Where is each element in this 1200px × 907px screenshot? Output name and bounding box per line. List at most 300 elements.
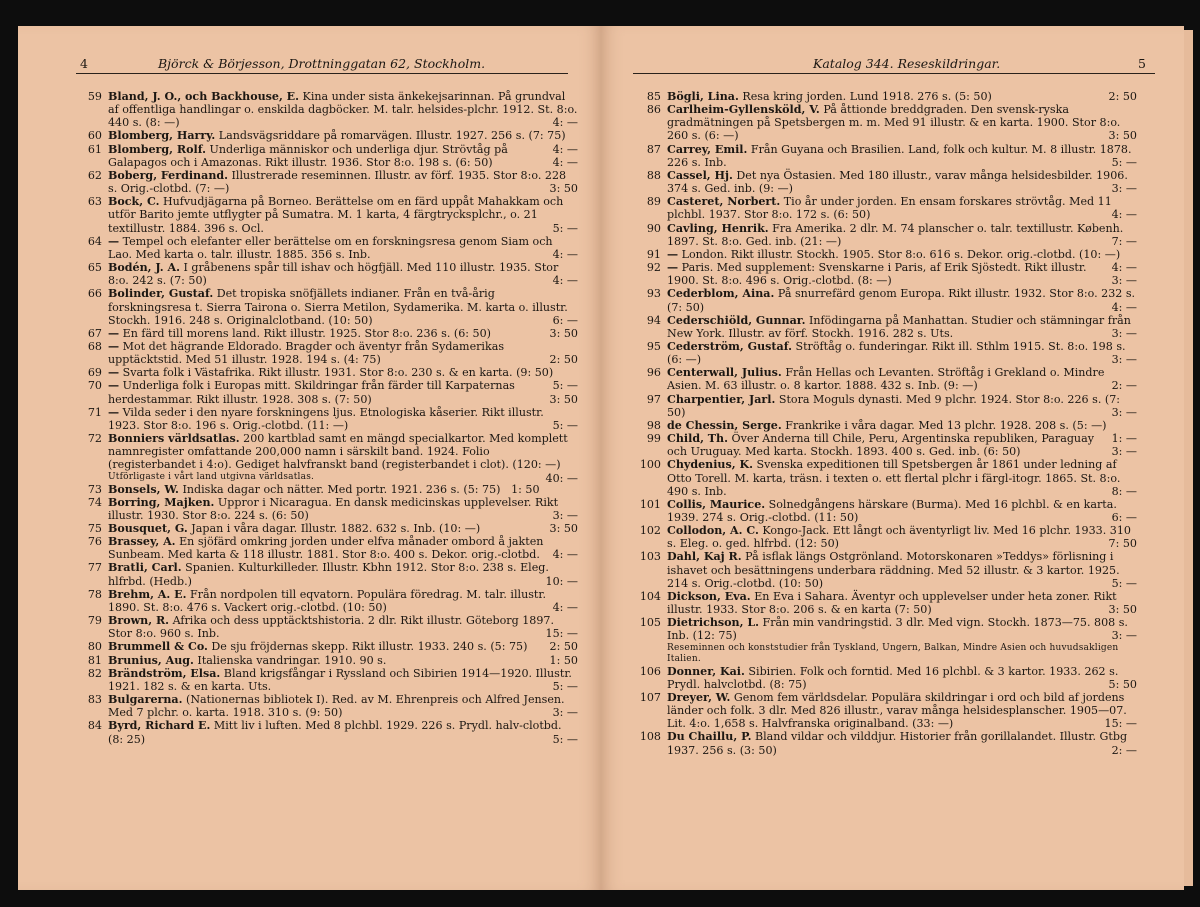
entry-price: 3: — [1111, 353, 1137, 367]
entry-text [667, 366, 1137, 392]
entry-price: 15: — [545, 627, 578, 641]
entry-number: 108 [639, 730, 661, 744]
entry-number: 69 [87, 366, 102, 380]
entry-price: 4: — [1111, 208, 1137, 222]
entry-price: 10: — [545, 574, 578, 588]
entry-author: Bonniers världsatlas. [108, 432, 240, 446]
entry-number: 104 [639, 589, 661, 603]
catalog-entry [637, 340, 1137, 366]
entry-number: 75 [87, 522, 102, 535]
entry-text [108, 561, 578, 587]
entry-author: Brunius, Aug. [108, 653, 194, 667]
entry-price: 3: — [1111, 405, 1137, 419]
entry-number: 67 [87, 326, 102, 340]
entry-text [108, 195, 578, 234]
entry-text [667, 730, 1137, 756]
entry-author: Brehm, A. E. [108, 587, 187, 601]
catalog-entry [78, 561, 578, 587]
entry-text [108, 496, 578, 522]
catalog-entry [78, 522, 578, 535]
entry-description: London. Rikt illustr. Stockh. 1905. Stor 8:o. 616 s. Dekor. orig.-clotbd. (10: —) [678, 247, 1121, 261]
entry-description: En Eva i Sahara. Äventyr och upplevelser under heta zoner. Rikt illustr. 1933. Stor 8:o. 206 s. & en karta (7: 50) [667, 589, 1117, 617]
entry-number: 95 [646, 339, 661, 353]
entry-author: Dreyer, W. [667, 690, 731, 704]
entry-description: Bland krigsfångar i Ryssland och Sibirien 1914—1920. Illustr. 1921. 182 s. & en karta. Uts. [108, 666, 572, 693]
entry-text [667, 314, 1137, 340]
entry-text [108, 406, 578, 432]
entry-text [108, 483, 578, 496]
entry-description: Det tropiska snöfjällets indianer. Från en två-årig forskningsresa t. Sierra Tairona o. Sierra Metilon, Sydamerika. M. karta o. illustr. Stockh. 1916. 248 s. Originalclotband. (10: 50) [108, 287, 568, 327]
entry-price: 3: 50 [549, 326, 578, 340]
entry-number: 61 [87, 142, 102, 156]
entry-author: — [108, 366, 120, 380]
entry-author: Collodon, A. C. [667, 524, 759, 538]
entry-price: 3: — [1111, 629, 1137, 643]
entry-description: Fra Amerika. 2 dlr. M. 74 planscher o. talr. textillustr. Københ. 1897. St. 8:o. Ged. inb. (21: —) [667, 221, 1124, 248]
entry-author: Borring, Majken. [108, 495, 215, 509]
entry-description: Spanien. Kulturkilleder. Illustr. Kbhn 1912. Stor 8:o. 238 s. Eleg. hlfrbd. (Hedb.) [108, 561, 549, 588]
entry-price: 40: — [545, 471, 578, 485]
entry-number: 84 [87, 719, 102, 733]
entry-number: 92 [646, 261, 661, 275]
entry-author: Bland, J. O., och Backhouse, E. [108, 90, 300, 103]
entry-price: 1: 50 [511, 482, 540, 496]
entry-price: 2: — [1111, 743, 1137, 757]
catalog-entry [637, 103, 1137, 142]
entry-description: Infödingarna på Manhattan. Studier och stämningar från New York. Illustr. av förf. Stockh. 1916. 282 s. Uts. [667, 313, 1131, 340]
entry-description: Japan i våra dagar. Illustr. 1882. 632 s. Inb. (10: —) [187, 522, 481, 535]
entry-number: 89 [646, 195, 661, 209]
catalog-entry [78, 90, 578, 129]
catalog-entry [637, 458, 1137, 497]
entry-number: 86 [646, 103, 661, 117]
entry-description: Resa kring jorden. Lund 1918. 276 s. (5: 50) [738, 90, 992, 103]
entry-author: Bodén, J. A. [108, 261, 180, 275]
entry-author: Bratli, Carl. [108, 561, 182, 575]
entry-author: Carrey, Emil. [667, 142, 748, 156]
entry-number: 87 [646, 142, 661, 156]
entry-author: Bulgarerna. [108, 693, 183, 707]
entry-description: På snurrefärd genom Europa. Rikt illustr. 1932. Stor 8:o. 232 s. (7: 50) [667, 287, 1136, 314]
entry-author: Charpentier, Jarl. [667, 392, 776, 406]
entry-text [108, 143, 578, 169]
entry-author: Cederschiöld, Gunnar. [667, 313, 806, 327]
entry-number: 91 [646, 247, 661, 261]
catalog-entry [637, 261, 1137, 287]
entry-note: Reseminnen och konststudier från Tyskland, Ungern, Balkan, Mindre Asien och huvudsakligen Italien. [667, 642, 1119, 664]
catalog-entry [78, 287, 578, 326]
entry-number: 73 [87, 482, 102, 496]
entry-author: Carlheim-Gyllensköld, V. [667, 103, 820, 117]
entry-author: — [667, 247, 679, 261]
entry-price: 5: — [552, 221, 578, 235]
catalog-entry [78, 379, 578, 405]
entry-text [667, 287, 1137, 313]
entry-price: 2: 50 [549, 353, 578, 367]
entry-text [108, 614, 578, 640]
entry-text [667, 458, 1137, 497]
right-header-rule [633, 73, 1155, 74]
catalog-entry [637, 432, 1137, 458]
entry-text [667, 90, 1137, 103]
entry-price: 5: — [552, 679, 578, 693]
entry-author: Brändström, Elsa. [108, 666, 221, 680]
entry-number: 101 [639, 497, 661, 511]
entry-author: Byrd, Richard E. [108, 719, 211, 733]
entry-description: Det nya Östasien. Med 180 illustr., varav många helsidesbilder. 1906. 374 s. Ged. inb. (9: —) [667, 168, 1128, 196]
catalog-entry [78, 340, 578, 366]
entry-author: — [108, 405, 120, 419]
catalog-entry [637, 222, 1137, 248]
entry-description: Paris. Med supplement: Svenskarne i Paris, af Erik Sjöstedt. Rikt illustr. 1900. St. 8:o. 496 s. Orig.-clotbd. (8: —) [667, 261, 1087, 288]
entry-number: 71 [87, 405, 102, 419]
entry-number: 66 [87, 287, 102, 301]
entry-author: Centerwall, Julius. [667, 366, 782, 380]
entry-number: 85 [646, 90, 661, 103]
catalog-entry [637, 195, 1137, 221]
entry-price: 5: — [1111, 576, 1137, 590]
entry-description: Illustrerade reseminnen. Illustr. av förf. 1935. Stor 8:o. 228 s. Orig.-clotbd. (7: —) [108, 168, 567, 196]
right-page [601, 26, 1184, 890]
left-page-number: 4 [80, 56, 88, 71]
entry-price: 4: — [552, 142, 578, 156]
entry-description: Svenska expeditionen till Spetsbergen år 1861 under ledning af Otto Torell. M. karta, träsn. i texten o. ett flertal plchr i färgl-itogr. 1865. St. 8:o. 490 s. Inb. [667, 458, 1121, 498]
entry-description: Från nordpolen till eqvatorn. Populära föredrag. M. talr. illustr. 1890. St. 8:o. 476 s. Vackert orig.-clotbd. (10: 50) [108, 587, 546, 614]
entry-author: Bögli, Lina. [667, 90, 739, 103]
entry-price: 5: — [552, 379, 578, 393]
entry-text [108, 261, 578, 287]
entry-text [667, 498, 1137, 524]
entry-author: Blomberg, Harry. [108, 129, 216, 143]
entry-author: Casteret, Norbert. [667, 195, 781, 209]
entry-author: — [108, 339, 120, 353]
entry-text [108, 640, 578, 653]
entry-text [108, 535, 578, 561]
entry-price: 4: — [552, 247, 578, 261]
entry-description: Över Anderna till Chile, Peru, Argentinska republiken, Paraguay och Uruguay. Med karta. Stockh. 1893. 400 s. Ged. inb. (6: 50) [667, 432, 1094, 459]
catalog-entry [78, 483, 578, 496]
entry-number: 74 [87, 495, 102, 509]
entry-text [108, 522, 578, 535]
entry-number: 90 [646, 221, 661, 235]
entry-price: 5: — [1111, 155, 1137, 169]
entry-text [667, 103, 1137, 142]
catalog-entry [637, 393, 1137, 419]
entry-price: 3: 50 [549, 522, 578, 535]
entry-number: 93 [646, 287, 661, 301]
entry-description: Indiska dagar och nätter. Med portr. 1921. 236 s. (5: 75) [178, 482, 501, 496]
entry-number: 82 [87, 666, 102, 680]
entry-author: Boberg, Ferdinand. [108, 168, 228, 182]
catalog-entry [637, 366, 1137, 392]
entry-price: 8: — [1111, 484, 1137, 498]
right-entries [637, 90, 1137, 757]
catalog-entry [78, 406, 578, 432]
entry-description: Kongo-Jack. Ett långt och äventyrligt liv. Med 16 plchr. 1933. 310 s. Eleg. o. ged. hlfrbd. (12: 50) [667, 524, 1131, 551]
entry-number: 102 [639, 524, 661, 538]
entry-price: 3: — [1111, 326, 1137, 340]
catalog-entry [637, 590, 1137, 616]
catalog-entry [78, 195, 578, 234]
entry-text [667, 550, 1137, 589]
right-header-title: Katalog 344. Reseskildringar. [813, 56, 1001, 71]
entry-text [108, 235, 578, 261]
entry-number: 60 [87, 129, 102, 143]
entry-author: Donner, Kai. [667, 664, 745, 678]
entry-description: Underliga folk i Europas mitt. Skildringar från färder till Karpaternas herdestammar. Rikt illustr. 1928. 308 s. (7: 50) [108, 379, 515, 406]
entry-price: 4: — [552, 116, 578, 130]
entry-author: Bolinder, Gustaf. [108, 287, 214, 301]
entry-price: 4: — [1111, 261, 1137, 275]
entry-description: Solnedgångens härskare (Burma). Med 16 plchbl. & en karta. 1939. 274 s. Orig.-clotbd. (11: 50) [667, 497, 1117, 524]
catalog-entry [637, 616, 1137, 642]
catalog-entry [637, 730, 1137, 756]
catalog-entry [78, 169, 578, 195]
entry-number: 97 [646, 392, 661, 406]
entry-price: 5: — [552, 418, 578, 432]
catalog-entry [78, 693, 578, 719]
entry-note: Utförligaste i vårt land utgivna världsatlas. [108, 471, 315, 482]
right-page-number: 5 [1138, 56, 1146, 71]
entry-price: 2: — [1111, 379, 1137, 393]
entry-description: Uppror i Nicaragua. En dansk medicinskas upplevelser. Rikt illustr. 1930. Stor 8:o. 224 s. (6: 50) [108, 495, 559, 522]
entry-price: 4: — [552, 548, 578, 562]
entry-author: Cassel, Hj. [667, 168, 733, 182]
entry-text [667, 616, 1137, 642]
catalog-entry [78, 327, 578, 340]
catalog-entry [78, 235, 578, 261]
entry-description: Bland vildar och vilddjur. Historier från gorillalandet. Illustr. Gtbg 1937. 256 s. (3: 50) [667, 730, 1128, 757]
entry-author: — [108, 326, 120, 340]
entry-price: 7: 50 [1108, 537, 1137, 551]
entry-text [108, 719, 578, 745]
entry-number: 70 [87, 379, 102, 393]
entry-author: Du Chaillu, P. [667, 730, 752, 744]
catalog-entry [78, 143, 578, 169]
entry-price: 4: — [552, 600, 578, 614]
entry-number: 94 [646, 313, 661, 327]
entry-price: 4: — [1111, 300, 1137, 314]
entry-text [667, 195, 1137, 221]
catalog-entry [637, 169, 1137, 195]
entry-price: 5: 50 [1108, 677, 1137, 691]
catalog-entry [78, 654, 578, 667]
entry-text [667, 691, 1137, 730]
catalog-entry [637, 143, 1137, 169]
entry-author: Blomberg, Rolf. [108, 142, 206, 156]
entry-description: Ströftåg o. funderingar. Rikt ill. Sthlm 1915. St. 8:o. 198 s. (6: —) [667, 339, 1126, 367]
entry-description: De sju fröjdernas skepp. Rikt illustr. 1933. 240 s. (5: 75) [207, 640, 528, 654]
entry-text [667, 169, 1137, 195]
entry-price: 1: — [1111, 432, 1137, 446]
catalog-entry [78, 614, 578, 640]
entry-number: 105 [639, 616, 661, 630]
entry-price: 15: — [1104, 717, 1137, 731]
catalog-spread [18, 26, 1184, 890]
entry-text [108, 379, 578, 405]
entry-price: 3: — [552, 508, 578, 522]
entry-text [667, 524, 1137, 550]
entry-price: 3: 50 [549, 392, 578, 406]
entry-description: Italienska vandringar. 1910. 90 s. [193, 653, 387, 667]
entry-description: Mot det hägrande Eldorado. Bragder och äventyr från Sydamerikas upptäcktstid. Med 51 illustr. 1928. 194 s. (4: 75) [108, 339, 505, 367]
entry-author: Cederström, Gustaf. [667, 339, 792, 353]
entry-number: 68 [87, 339, 102, 353]
entry-author: — [108, 379, 120, 393]
catalog-entry [637, 314, 1137, 340]
entry-price: 3: — [1111, 182, 1137, 196]
entry-description: Landsvägsriddare på romarvägen. Illustr. 1927. 256 s. (7: 75) [215, 129, 566, 143]
entry-price: 7: — [1111, 234, 1137, 248]
left-entries [78, 90, 578, 746]
entry-author: Brummell & Co. [108, 640, 208, 654]
entry-text [108, 287, 578, 326]
entry-number: 81 [87, 653, 102, 667]
entry-author: — [108, 234, 120, 248]
entry-price: 5: — [552, 732, 578, 746]
entry-number: 106 [639, 664, 661, 678]
entry-description: Vilda seder i den nyare forskningens ljus. Etnologiska kåserier. Rikt illustr. 1923. Stor 8:o. 196 s. Orig.-clotbd. (11: —) [108, 405, 544, 432]
entry-description: Mitt liv i luften. Med 8 plchbl. 1929. 226 s. Prydl. halv-clotbd. (8: 25) [108, 719, 562, 746]
entry-description: Hufvudjägarna på Borneo. Berättelse om en färd uppåt Mahakkam och utför Barito jemte utflygter på Sumatra. M. 1 karta, 4 färgtrycksplchr., o. 21 textillustr. 1884. 396 s. Ocl. [108, 195, 564, 235]
left-running-head [18, 56, 601, 72]
entry-author: Brassey, A. [108, 535, 176, 549]
entry-description: Frankrike i våra dagar. Med 13 plchr. 1928. 208 s. (5: —) [781, 418, 1107, 432]
entry-author: Bousquet, G. [108, 522, 188, 535]
entry-author: Cavling, Henrik. [667, 221, 769, 235]
left-header-title: Björck & Börjesson, Drottninggatan 62, Stockholm. [158, 56, 486, 71]
entry-number: 79 [87, 614, 102, 628]
entry-text [667, 340, 1137, 366]
entry-author: Child, Th. [667, 432, 728, 446]
entry-text [108, 693, 578, 719]
entry-number: 65 [87, 261, 102, 275]
left-header-rule [76, 73, 568, 74]
entry-text [667, 143, 1137, 169]
entry-number: 99 [646, 432, 661, 446]
entry-number: 77 [87, 561, 102, 575]
entry-price: 2: 50 [549, 640, 578, 654]
entry-text [108, 169, 578, 195]
entry-number: 62 [87, 168, 102, 182]
entry-author: Cederblom, Aina. [667, 287, 775, 301]
entry-number: 59 [87, 90, 102, 103]
catalog-entry [78, 535, 578, 561]
entry-description: Tio år under jorden. En ensam forskares strövtåg. Med 11 plchbl. 1937. Stor 8:o. 172 s. (6: 50) [667, 195, 1112, 222]
catalog-entry [78, 261, 578, 287]
catalog-entry [78, 719, 578, 745]
entry-description: En sjöfärd omkring jorden under elfva månader ombord å jakten Sunbeam. Med karta & 118 illustr. 1881. Stor 8:o. 400 s. Dekor. orig.-clotbd. [108, 535, 544, 562]
entry-description: I gråbenens spår till ishav och högfjäll. Med 110 illustr. 1935. Stor 8:o. 242 s. (7: 50) [108, 261, 559, 288]
entry-price: 3: — [552, 706, 578, 720]
entry-number: 64 [87, 234, 102, 248]
entry-number: 76 [87, 535, 102, 549]
entry-price: 3: 50 [549, 182, 578, 196]
entry-text [108, 588, 578, 614]
entry-number: 107 [639, 690, 661, 704]
entry-price: 3: — [1111, 274, 1137, 288]
entry-description: Afrika och dess upptäcktshistoria. 2 dlr. Rikt illustr. Göteborg 1897. Stor 8:o. 960 s. Inb. [108, 614, 554, 641]
entry-text [667, 590, 1137, 616]
entry-description: Från Guyana och Brasilien. Land, folk och kultur. M. 8 illustr. 1878. 226 s. Inb. [667, 142, 1132, 169]
entry-author: Brown, R. [108, 614, 170, 628]
catalog-entry [637, 550, 1137, 589]
entry-text [667, 222, 1137, 248]
entry-description: Kina under sista änkekejsarinnan. På grundval af offentliga handlingar o. enskilda dagböcker. M. talr. helsides-plchr. 1912. St. 8:o. 440 s. (8: —) [108, 90, 578, 130]
entry-author: Chydenius, K. [667, 458, 753, 472]
catalog-entry [637, 691, 1137, 730]
entry-price: 3: — [1111, 445, 1137, 459]
entry-number: 96 [646, 366, 661, 380]
entry-text [108, 90, 578, 129]
left-page [18, 26, 601, 890]
entry-description: 200 kartblad samt en mängd specialkartor. Med komplett namnregister omfattande 200,000 namn i särskilt band. 1924. Folio (registerbandet i 4:o). Gediget halvfranskt band (registerbandet i clot). (120: —) [108, 432, 568, 472]
entry-text [667, 432, 1137, 458]
entry-number: 103 [639, 550, 661, 564]
entry-text [108, 654, 578, 667]
entry-number: 100 [639, 458, 661, 472]
entry-description: Från Hellas och Levanten. Ströftåg i Grekland o. Mindre Asien. M. 63 illustr. o. 8 kartor. 1888. 432 s. Inb. (9: —) [667, 366, 1105, 393]
entry-text [667, 665, 1137, 691]
entry-author: Collis, Maurice. [667, 497, 766, 511]
entry-price: 4: — [552, 274, 578, 288]
entry-author: Bock, C. [108, 195, 160, 209]
entry-text [667, 261, 1137, 287]
entry-author: Dickson, Eva. [667, 589, 751, 603]
catalog-entry [637, 498, 1137, 524]
entry-author: Dietrichson, L. [667, 616, 759, 630]
entry-price: 2: 50 [1108, 90, 1137, 103]
catalog-entry [637, 665, 1137, 691]
entry-number: 88 [646, 168, 661, 182]
entry-number: 72 [87, 432, 102, 446]
entry-description: Tempel och elefanter eller berättelse om en forskningsresa genom Siam och Lao. Med karta o. talr. illustr. 1885. 356 s. Inb. [108, 234, 553, 261]
entry-price: 3: 50 [1108, 129, 1137, 143]
entry-text [667, 393, 1137, 419]
catalog-entry [637, 90, 1137, 103]
catalog-entry [78, 496, 578, 522]
entry-price: 6: — [552, 313, 578, 327]
entry-price: 3: 50 [1108, 603, 1137, 617]
entry-text [108, 327, 578, 340]
catalog-entry [78, 588, 578, 614]
entry-price: 4: — [552, 155, 578, 169]
entry-author: — [667, 261, 679, 275]
entry-description: Underliga människor och underliga djur. Strövtåg på Galapagos och i Amazonas. Rikt illustr. 1936. Stor 8:o. 198 s. (6: 50) [108, 142, 508, 169]
entry-description: Svarta folk i Västafrika. Rikt illustr. 1931. Stor 8:o. 230 s. & en karta. (9: 50) [119, 366, 554, 380]
entry-description: (Nationernas bibliotek I). Red. av M. Ehrenpreis och Alfred Jensen. Med 7 plchr. o. karta. 1918. 310 s. (9: 50) [108, 693, 565, 720]
entry-description: På åttionde breddgraden. Den svensk-ryska gradmätningen på Spetsbergen m. m. Med 91 illustr. & en karta. 1900. Stor 8:o. 260 s. (6: —) [667, 103, 1121, 143]
catalog-entry [78, 640, 578, 653]
entry-description: Genom fem världsdelar. Populära skildringar i ord och bild af jordens länder och folk. 3 dlr. Med 826 illustr., varav många helsidesplanscher. 1905—07. Lit. 4:o. 1,658 s. Halvfranska originalband. (33: —) [667, 690, 1127, 731]
entry-author: Bonsels, W. [108, 482, 179, 496]
right-running-head [601, 56, 1184, 72]
entry-price: 6: — [1111, 511, 1137, 524]
entry-price: 1: 50 [549, 653, 578, 667]
entry-number: 80 [87, 640, 102, 654]
catalog-entry [78, 667, 578, 693]
entry-author: Dahl, Kaj R. [667, 550, 742, 564]
entry-text [108, 340, 578, 366]
entry-number: 63 [87, 195, 102, 209]
entry-author: de Chessin, Serge. [667, 418, 782, 432]
entry-number: 83 [87, 693, 102, 707]
entry-description: Stora Moguls dynasti. Med 9 plchr. 1924. Stor 8:o. 226 s. (7: 50) [667, 392, 1121, 419]
entry-description: Från min vandringstid. 3 dlr. Med vign. Stockh. 1873—75. 808 s. Inb. (12: 75) [667, 616, 1128, 643]
entry-description: På isflak längs Ostgrönland. Motorskonaren »Teddys» förlisning i ishavet och besättningens underbara räddning. Med 52 illustr. & 3 kartor. 1925. 214 s. Orig.-clotbd. (10: 50) [667, 550, 1120, 590]
entry-number: 98 [646, 418, 661, 432]
entry-text [108, 667, 578, 693]
